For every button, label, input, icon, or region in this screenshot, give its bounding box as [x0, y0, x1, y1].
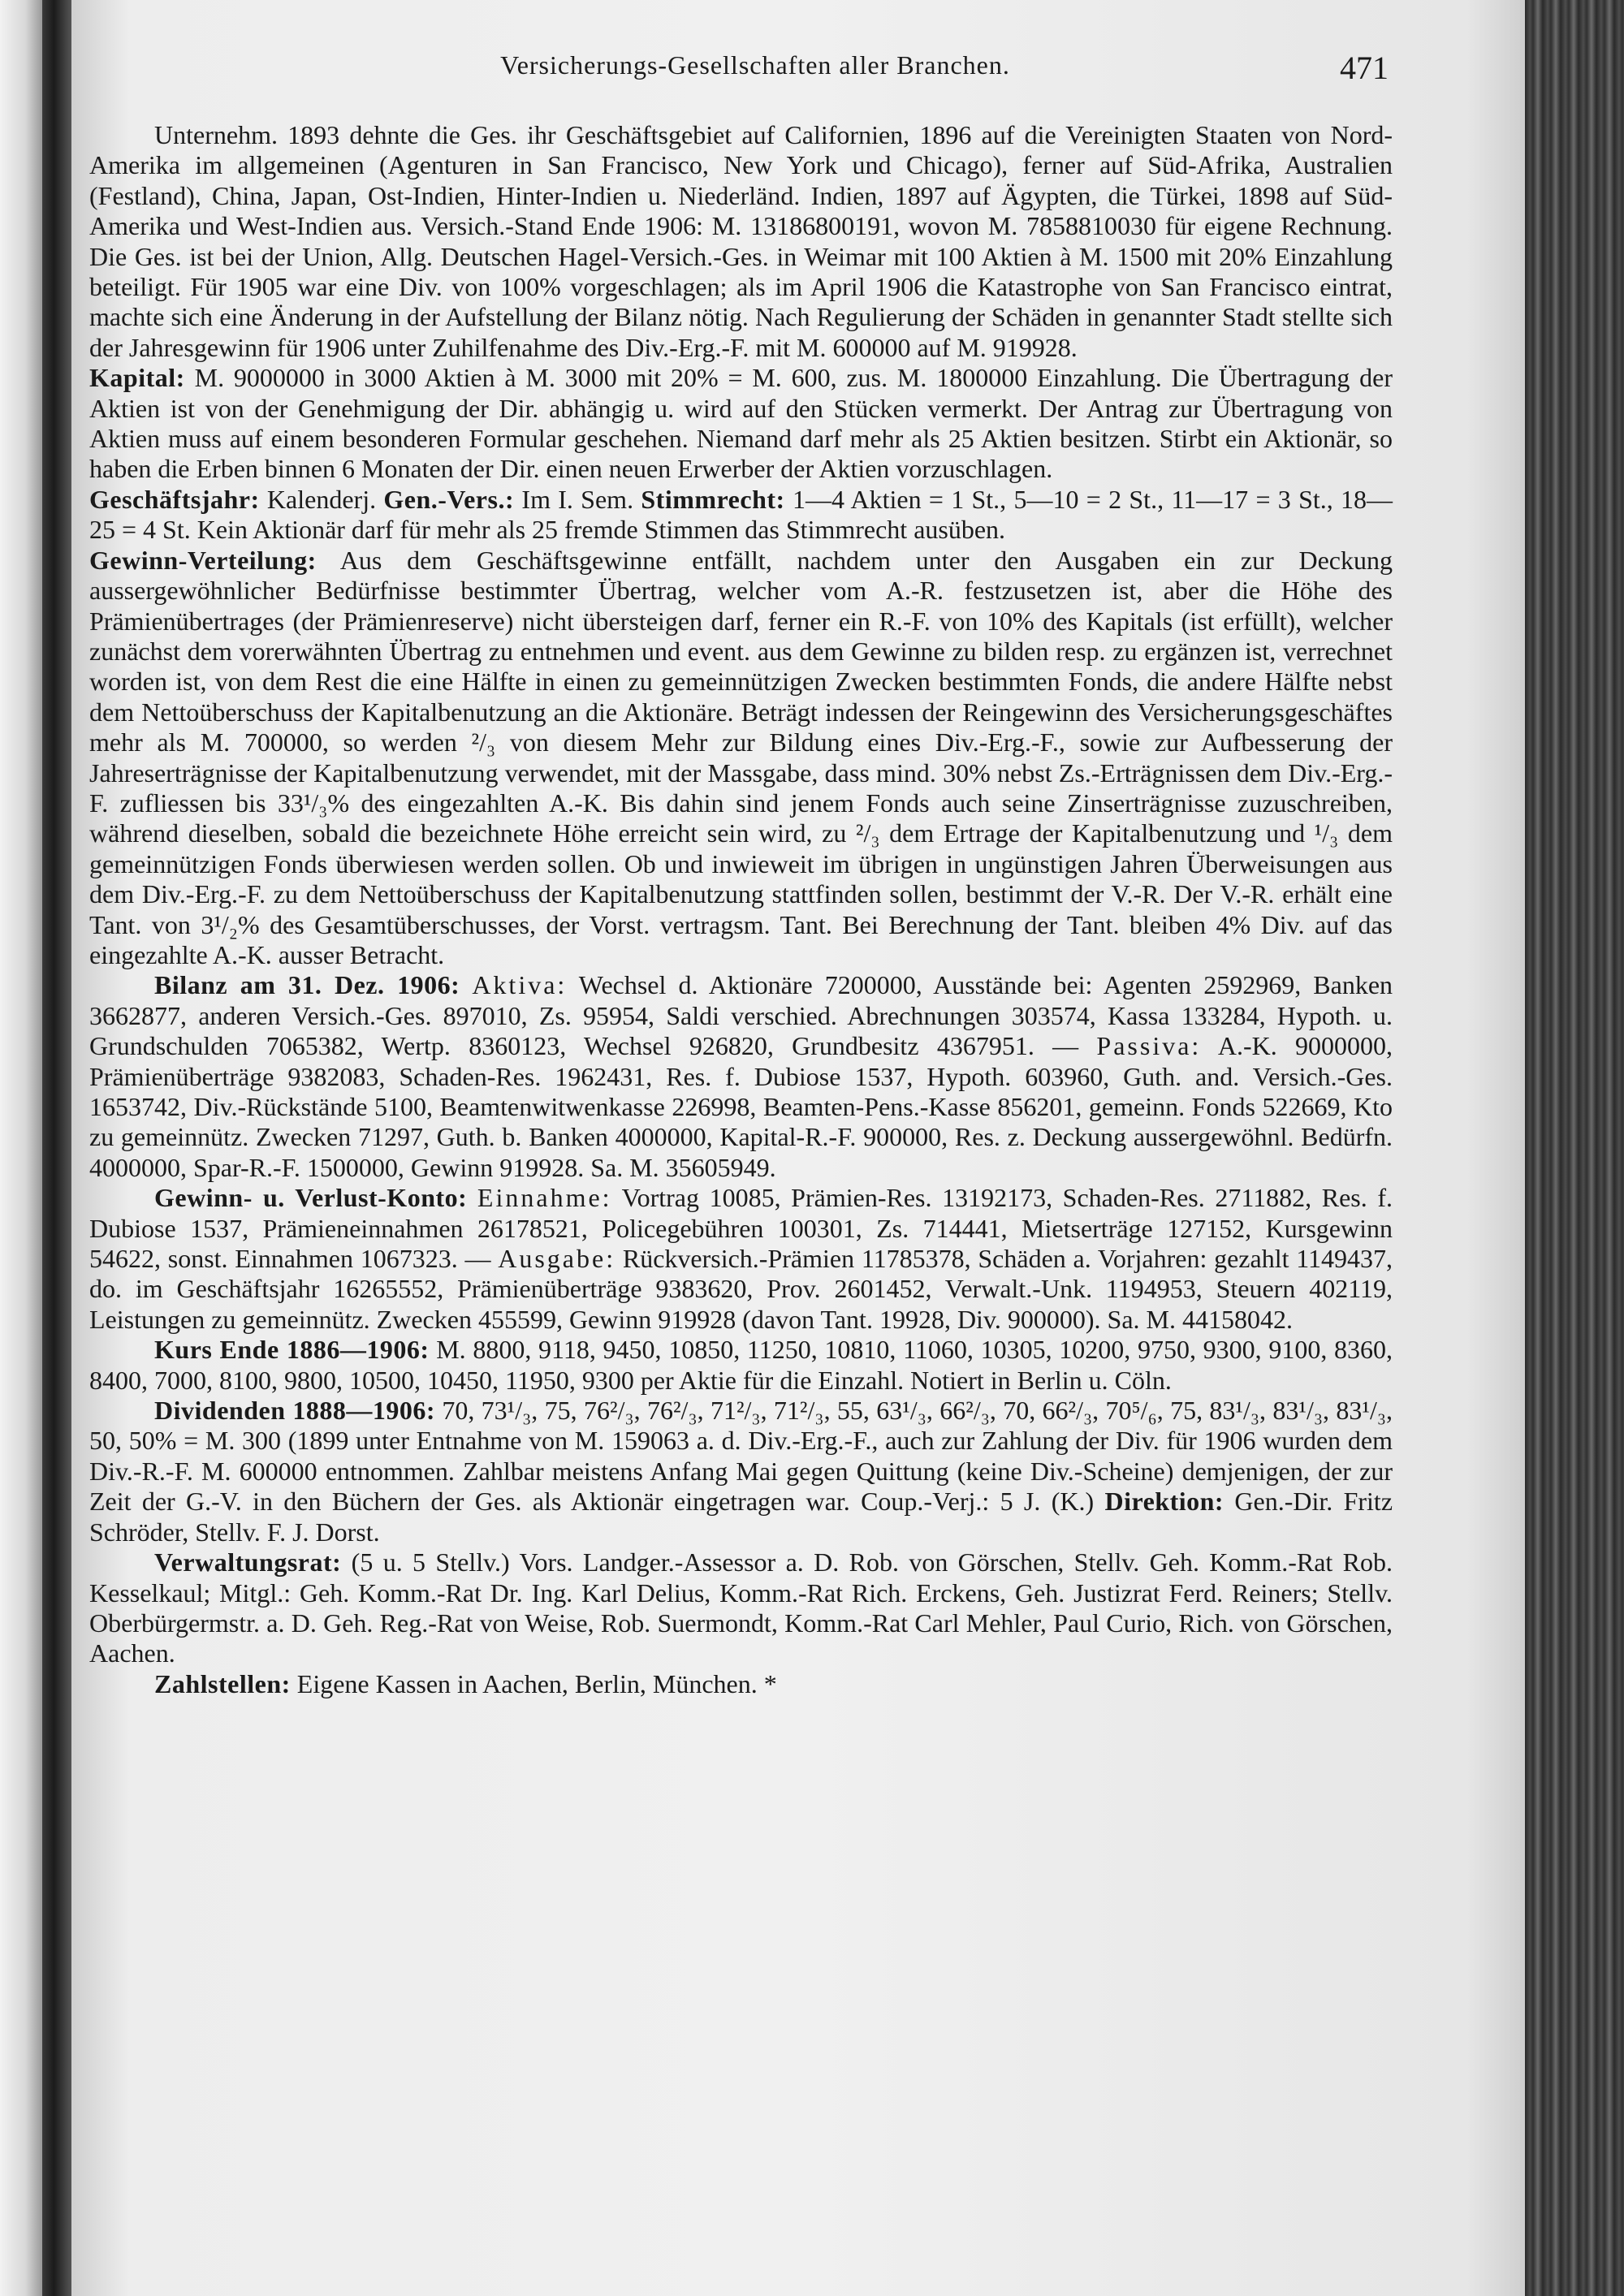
page-body — [89, 120, 1393, 1699]
page-stack-edge — [1525, 0, 1624, 2296]
geschaeftsjahr-section — [89, 485, 1393, 546]
running-header: Versicherungs-Gesellschaften aller Branchen. — [500, 50, 1010, 80]
stimmrecht-text: 1—4 Aktien = 1 St., 5—10 = 2 St., 11—17 = 3 St., 18—25 = 4 St. Kein Aktionär darf für mehr als 25 fremde Stimmen das Stimmrecht ausüben. — [89, 484, 1393, 545]
adjacent-page-edge — [0, 0, 42, 2296]
verwaltungsrat-section — [89, 1547, 1393, 1669]
dividenden-label: Dividenden 1888—1906: — [154, 1396, 435, 1426]
geschaeftsjahr-text: Kalenderj. — [266, 484, 377, 514]
dividenden-text: 70, 73¹/₃, 75, 76²/₃, 76²/₃, 71²/₃, 71²/₃, 55, 63¹/₃, 66²/₃, 70, 66²/₃, 70⁵/₆, 75, 83¹/₃, 83¹/₃, 83¹/₃, 50, 50% = M. 300 (1899 unter Entnahme von M. 159063 a. d. Div.-Erg.-F., auch zur Zahlung der Div. für 1906 wurden dem Div.-R.-F. M. 600000 entnommen. Zahlbar meistens Anfang Mai gegen Quittung (keine Div.-Scheine) demjenigen, der zur Zeit der G.-V. in den Büchern der Ges. als Aktionär eingetragen war. Coup.-Verj.: 5 J. (K.) — [89, 1396, 1393, 1517]
gewinn-verlust-section — [89, 1183, 1393, 1335]
einnahme-label: Einnahme: — [477, 1183, 612, 1213]
bilanz-label: Bilanz am 31. Dez. 1906: — [154, 970, 460, 1000]
kurs-section — [89, 1335, 1393, 1396]
aktiva-text: Wechsel d. Aktionäre 7200000, Ausstände bei: Agenten 2592969, Banken 3662877, anderen Versich.-Ges. 897010, Zs. 95954, Saldi verschied. Abrechnungen 303574, Kassa 133284, Hypoth. u. Grundschulden 7065382, Wertp. 8360123, Wechsel 926820, Grundbesitz 4367951. — — [89, 970, 1393, 1061]
book-gutter — [42, 0, 71, 2296]
zahlstellen-text: Eigene Kassen in Aachen, Berlin, München. * — [296, 1668, 777, 1698]
gewinn-verlust-label: Gewinn- u. Verlust-Konto: — [154, 1183, 468, 1213]
generalversammlung-text: Im I. Sem. — [521, 484, 634, 514]
verwaltungsrat-text: (5 u. 5 Stellv.) Vors. Landger.-Assessor a. D. Rob. von Görschen, Stellv. Geh. Komm.-Rat Rob. Kesselkaul; Mitgl.: Geh. Komm.-Rat Dr. Ing. Karl Delius, Komm.-Rat Rich. Erckens, Geh. Justizrat Ferd. Reiners; Stellv. Oberbürgermstr. a. D. Geh. Reg.-Rat von Weise, Rob. Suermondt, Komm.-Rat Carl Mehler, Paul Curio, Rich. von Görschen, Aachen. — [89, 1547, 1393, 1668]
dividenden-section — [89, 1396, 1393, 1547]
bilanz-section — [89, 970, 1393, 1183]
direktion-text: Gen.-Dir. Fritz Schröder, Stellv. F. J. Dorst. — [89, 1487, 1393, 1547]
kurs-label: Kurs Ende 1886—1906: — [154, 1335, 430, 1365]
verwaltungsrat-label: Verwaltungsrat: — [154, 1547, 342, 1577]
einnahme-text: Vortrag 10085, Prämien-Res. 13192173, Schaden-Res. 2711882, Res. f. Dubiose 1537, Prämieneinnahmen 26178521, Policegebühren 100301, Zs. 714441, Mietserträge 127152, Kursgewinn 54622, sonst. Einnahmen 1067323. — — [89, 1183, 1393, 1274]
zahlstellen-label: Zahlstellen: — [154, 1668, 291, 1698]
kapital-section — [89, 363, 1393, 485]
aktiva-label: Aktiva: — [472, 970, 568, 1000]
gewinn-verteilung-section — [89, 546, 1393, 971]
kapital-label: Kapital: — [89, 363, 185, 393]
gewinn-verteilung-label: Gewinn-Verteilung: — [89, 545, 317, 575]
kapital-text: M. 9000000 in 3000 Aktien à M. 3000 mit 20% = M. 600, zus. M. 1800000 Einzahlung. Die Übertragung der Aktien ist von der Genehmigung der Dir. abhängig u. wird auf den Stücken vermerkt. Der Antrag zur Übertragung von Aktien muss auf einem besonderen Formular geschehen. Niemand darf mehr als 25 Aktien besitzen. Stirbt ein Aktionär, so haben die Erben binnen 6 Monaten der Dir. einen neuen Erwerber der Aktien vorzuschlagen. — [89, 363, 1393, 484]
ausgabe-label: Ausgabe: — [498, 1244, 616, 1274]
generalversammlung-label: Gen.-Vers.: — [383, 484, 515, 514]
stimmrecht-label: Stimmrecht: — [641, 484, 785, 514]
passiva-label: Passiva: — [1096, 1031, 1202, 1061]
passiva-text: A.-K. 9000000, Prämienüberträge 9382083, Schaden-Res. 1962431, Res. f. Dubiose 1537, Hypoth. 603960, Guth. and. Versich.-Ges. 1653742, Div.-Rückstände 5100, Beamtenwitwenkasse 226998, Beamten-Pens.-Kasse 856201, gemeinn. Fonds 522669, Kto zu gemeinnütz. Zwecken 71297, Guth. b. Banken 4000000, Kapital-R.-F. 900000, Res. z. Deckung aussergewöhnl. Bedürfn. 4000000, Spar-R.-F. 1500000, Gewinn 919928. Sa. M. 35605949. — [89, 1031, 1393, 1182]
ausgabe-text: Rückversich.-Prämien 11785378, Schäden a. Vorjahren: gezahlt 1149437, do. im Geschäftsjahr 16265552, Prämienüberträge 9383620, Prov. 2601452, Verwalt.-Unk. 1194953, Steuern 402119, Leistungen zu gemeinnütz. Zwecken 455599, Gewinn 919928 (davon Tant. 19928, Div. 900000). Sa. M. 44158042. — [89, 1244, 1393, 1334]
page-number: 471 — [1340, 50, 1389, 86]
direktion-label: Direktion: — [1104, 1487, 1224, 1517]
zahlstellen-section — [89, 1669, 1393, 1699]
kurs-text: M. 8800, 9118, 9450, 10850, 11250, 10810, 11060, 10305, 10200, 9750, 9300, 9100, 8360, 8400, 7000, 8100, 9800, 10500, 10450, 11950, 9300 per Aktie für die Einzahl. Notiert in Berlin u. Cöln. — [89, 1335, 1393, 1395]
intro-paragraph: Unternehm. 1893 dehnte die Ges. ihr Geschäftsgebiet auf Californien, 1896 auf die Vereinigten Staaten von Nord-Amerika im allgemeinen (Agenturen in San Francisco, New York und Chicago), ferner auf Süd-Afrika, Australien (Festland), China, Japan, Ost-Indien, Hinter-Indien u. Niederländ. Indien, 1897 auf Ägypten, die Türkei, 1898 auf Süd-Amerika und West-Indien aus. Versich.-Stand Ende 1906: M. 13186800191, wovon M. 7858810030 für eigene Rechnung. Die Ges. ist bei der Union, Allg. Deutschen Hagel-Versich.-Ges. in Weimar mit 100 Aktien à M. 1500 mit 20% Einzahlung beteiligt. Für 1905 war eine Div. von 100% vorgeschlagen; als im April 1906 die Katastrophe von San Francisco eintrat, machte sich eine Änderung in der Aufstellung der Bilanz nötig. Nach Regulierung der Schäden in genannter Stadt stellte sich der Jahresgewinn für 1906 unter Zuhilfenahme des Div.-Erg.-F. mit M. 600000 auf M. 919928. — [89, 120, 1393, 362]
gewinn-verteilung-text: Aus dem Geschäftsgewinne entfällt, nachdem unter den Ausgaben ein zur Deckung aussergewöhnlicher Bedürfnisse bestimmter Übertrag, welcher vom A.-R. festzusetzen ist, aber die Höhe des Prämienübertrages (der Prämienreserve) nicht übersteigen darf, ferner ein R.-F. von 10% des Kapitals (ist erfüllt), welcher zunächst dem vorerwähnten Übertrag zu entnehmen und event. aus dem Gewinne zu bilden resp. zu ergänzen ist, verrechnet worden ist, von dem Rest die eine Hälfte in einen zu gemeinnützigen Zwecken bestimmten Fonds, die andere Hälfte nebst dem Nettoüberschuss der Kapitalbenutzung an die Aktionäre. Beträgt indessen der Reingewinn des Versicherungsgeschäftes mehr als M. 700000, so werden ²/₃ von diesem Mehr zur Bildung eines Div.-Erg.-F., sowie zur Aufbesserung der Jahreserträgnisse der Kapitalbenutzung verwendet, mit der Massgabe, dass mind. 30% nebst Zs.-Erträgnissen dem Div.-Erg.-F. zufliessen bis 33¹/₃% des eingezahlten A.-K. Bis dahin sind jenem Fonds auch seine Zinserträgnisse zuzuschreiben, während dieselben, sobald die bezeichnete Höhe erreicht sein wird, zu ²/₃ dem Ertrage der Kapitalbenutzung und ¹/₃ dem gemeinnützigen Fonds überwiesen werden sollen. Ob und inwieweit im übrigen in ungünstigen Jahren Überweisungen aus dem Div.-Erg.-F. zu dem Nettoüberschuss der Kapitalbenutzung stattfinden sollen, bestimmt der V.-R. Der V.-R. erhält eine Tant. von 3¹/₂% des Gesamtüberschusses, der Vorst. vertragsm. Tant. Bei Berechnung der Tant. bleiben 4% Div. auf das eingezahlte A.-K. ausser Betracht. — [89, 545, 1393, 969]
geschaeftsjahr-label: Geschäftsjahr: — [89, 484, 260, 514]
